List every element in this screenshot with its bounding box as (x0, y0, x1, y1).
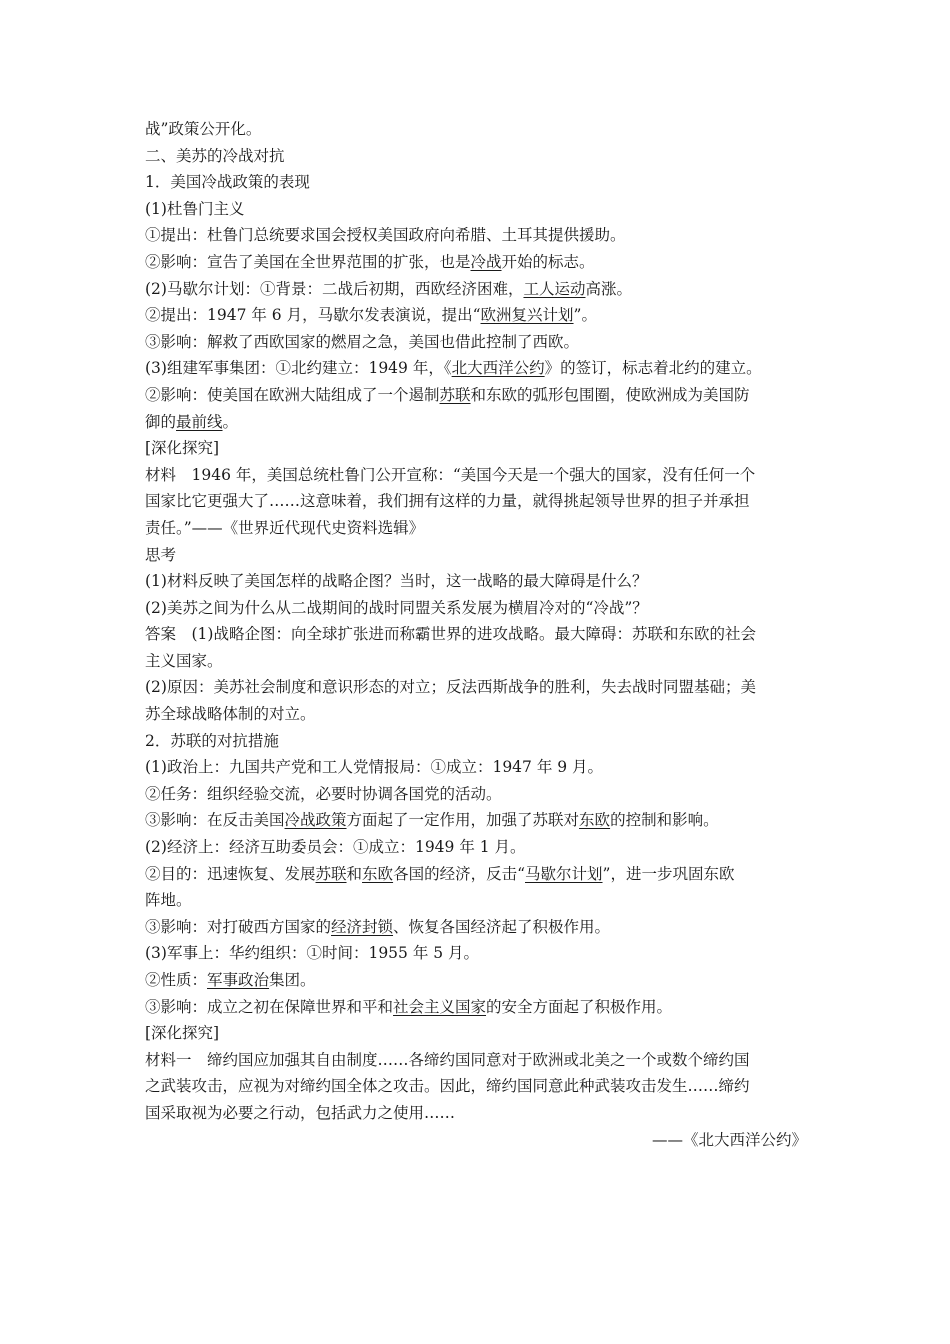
text-line (145, 861, 815, 888)
underlined-term: 苏联 (439, 385, 471, 404)
text-run: 。 (222, 412, 239, 431)
underlined-term: 经济封锁 (331, 917, 394, 936)
underlined-term: 马歇尔计划 (525, 864, 603, 883)
text-run: (2)经济上：经济互助委员会：①成立：1949 年 1 月。 (145, 838, 526, 857)
text-run: ②目的：迅速恢复、发展 (145, 864, 316, 883)
underlined-term: 军事政治 (207, 971, 270, 989)
text-run: (1)政治上：九国共产党和工人党情报局：①成立：1947 年 9 月。 (145, 758, 604, 777)
text-run: [深化探究] (145, 439, 220, 458)
text-run: 国采取视为必要之行动，包括武力之使用…… (145, 1103, 456, 1122)
text-line (145, 542, 815, 569)
text-run: (2)原因：美苏社会制度和意识形态的对立；反法西斯战争的胜利，失去战时同盟基础；美 (145, 678, 756, 697)
text-run: 二、美苏的冷战对抗 (145, 146, 285, 165)
text-line (145, 302, 815, 329)
text-run: 、恢复各国经济起了积极作用。 (393, 917, 611, 936)
text-line (145, 595, 815, 622)
text-run: (1)杜鲁门主义 (145, 199, 245, 218)
text-line (145, 994, 815, 1021)
text-run: (2)美苏之间为什么从二战期间的战时同盟关系发展为横眉冷对的“冷战”？ (145, 598, 648, 617)
underlined-term: 工人运动 (523, 279, 586, 298)
text-line (145, 648, 815, 675)
text-line (145, 435, 815, 462)
text-run: 方面起了一定作用，加强了苏联对 (346, 811, 580, 830)
underlined-term: 社会主义国家 (393, 997, 487, 1016)
text-line (145, 116, 815, 143)
underlined-term: 东欧 (579, 811, 611, 830)
text-run: 1．美国冷战政策的表现 (145, 173, 310, 192)
text-run: (3)军事上：华约组织：①时间：1955 年 5 月。 (145, 944, 480, 963)
text-line (145, 329, 815, 356)
text-line (145, 409, 815, 436)
text-line (145, 834, 815, 861)
text-line (145, 515, 815, 542)
text-run: ③影响：成立之初在保障世界和平和 (145, 997, 394, 1016)
text-line (145, 940, 815, 967)
text-line (145, 462, 815, 489)
text-line (145, 382, 815, 409)
text-run: ②影响：宣告了美国在全世界范围的扩张，也是 (145, 252, 471, 271)
text-line (145, 887, 815, 914)
text-line (145, 222, 815, 249)
text-run: ③影响：解救了西欧国家的燃眉之急，美国也借此控制了西欧。 (145, 332, 580, 351)
underlined-term: 冷战政策 (284, 811, 347, 830)
text-line (145, 1047, 815, 1074)
text-run: (3)组建军事集团：①北约建立：1949 年，《 (145, 359, 452, 378)
text-run: 和东欧的弧形包围圈，使欧洲成为美国防 (470, 385, 750, 404)
text-line (145, 1100, 815, 1127)
text-line (145, 143, 815, 170)
text-run: 材料一 缔约国应加强其自由制度……各缔约国同意对于欧洲或北美之一个或数个缔约国 (145, 1050, 750, 1069)
text-run: 思考 (145, 545, 177, 564)
text-run: 和 (346, 864, 363, 883)
text-run: 苏全球战略体制的对立。 (145, 705, 316, 724)
text-run: 高涨。 (585, 279, 632, 298)
text-line (145, 967, 815, 994)
text-line (145, 914, 815, 941)
underlined-term: 冷战 (470, 252, 502, 271)
text-run: 之武装攻击，应视为对缔约国全体之攻击。因此，缔约国同意此种武装攻击发生……缔约 (145, 1077, 750, 1096)
text-run: 的安全方面起了积极作用。 (486, 997, 673, 1016)
text-run: 集团。 (269, 971, 316, 989)
text-line (145, 249, 815, 276)
text-line (145, 807, 815, 834)
text-run: 答案 (1)战略企图：向全球扩张进而称霸世界的进攻战略。最大障碍：苏联和东欧的社会 (145, 625, 756, 644)
text-run: 材料 1946 年，美国总统杜鲁门公开宣称：“美国今天是一个强大的国家，没有任何一个 (145, 465, 756, 484)
text-run: 2．苏联的对抗措施 (145, 731, 279, 750)
text-run: 的控制和影响。 (610, 811, 719, 830)
underlined-term: 北大西洋公约 (451, 359, 545, 378)
text-run: ——《北大西洋公约》 (651, 1130, 807, 1149)
text-run: ①提出：杜鲁门总统要求国会授权美国政府向希腊、土耳其提供援助。 (145, 226, 626, 245)
text-run: ③影响：对打破西方国家的 (145, 917, 332, 936)
text-line (145, 568, 815, 595)
underlined-term: 苏联 (315, 864, 347, 883)
document-body (145, 116, 815, 1153)
text-run: ③影响：在反击美国 (145, 811, 285, 830)
text-line (145, 701, 815, 728)
underlined-term: 东欧 (362, 864, 394, 883)
text-line (145, 1020, 815, 1047)
text-line (145, 488, 815, 515)
text-line (145, 355, 815, 382)
underlined-term: 最前线 (176, 412, 223, 431)
text-line (145, 781, 815, 808)
text-line (145, 196, 815, 223)
text-run: ”，进一步巩固东欧 (602, 864, 735, 883)
text-line (145, 1073, 815, 1100)
text-run: 战”政策公开化。 (145, 120, 262, 138)
text-run: (2)马歇尔计划：①背景：二战后初期，西欧经济困难， (145, 279, 524, 298)
text-run: ”。 (573, 306, 597, 325)
text-line (145, 674, 815, 701)
text-run: ②任务：组织经验交流，必要时协调各国党的活动。 (145, 784, 502, 803)
text-run: 责任。”——《世界近代现代史资料选辑》 (145, 518, 425, 537)
text-line (145, 728, 815, 755)
text-run: 》的签订，标志着北约的建立。 (544, 359, 762, 378)
text-line (145, 276, 815, 303)
text-run: ②提出：1947 年 6 月，马歇尔发表演说，提出“ (145, 306, 481, 325)
text-run: (1)材料反映了美国怎样的战略企图？当时，这一战略的最大障碍是什么？ (145, 572, 648, 591)
text-run: 各国的经济，反击“ (393, 864, 525, 883)
text-run: ②性质： (145, 971, 208, 989)
text-run: 开始的标志。 (501, 252, 595, 271)
text-line (145, 621, 815, 648)
text-run: 阵地。 (145, 891, 192, 910)
text-line (145, 169, 815, 196)
text-line (145, 1127, 815, 1154)
text-run: 国家比它更强大了……这意味着，我们拥有这样的力量，就得挑起领导世界的担子并承担 (145, 492, 750, 511)
underlined-term: 欧洲复兴计划 (480, 306, 574, 325)
text-line (145, 754, 815, 781)
text-run: 主义国家。 (145, 651, 223, 670)
text-run: [深化探究] (145, 1024, 220, 1043)
text-run: ②影响：使美国在欧洲大陆组成了一个遏制 (145, 385, 440, 404)
text-run: 御的 (145, 412, 177, 431)
